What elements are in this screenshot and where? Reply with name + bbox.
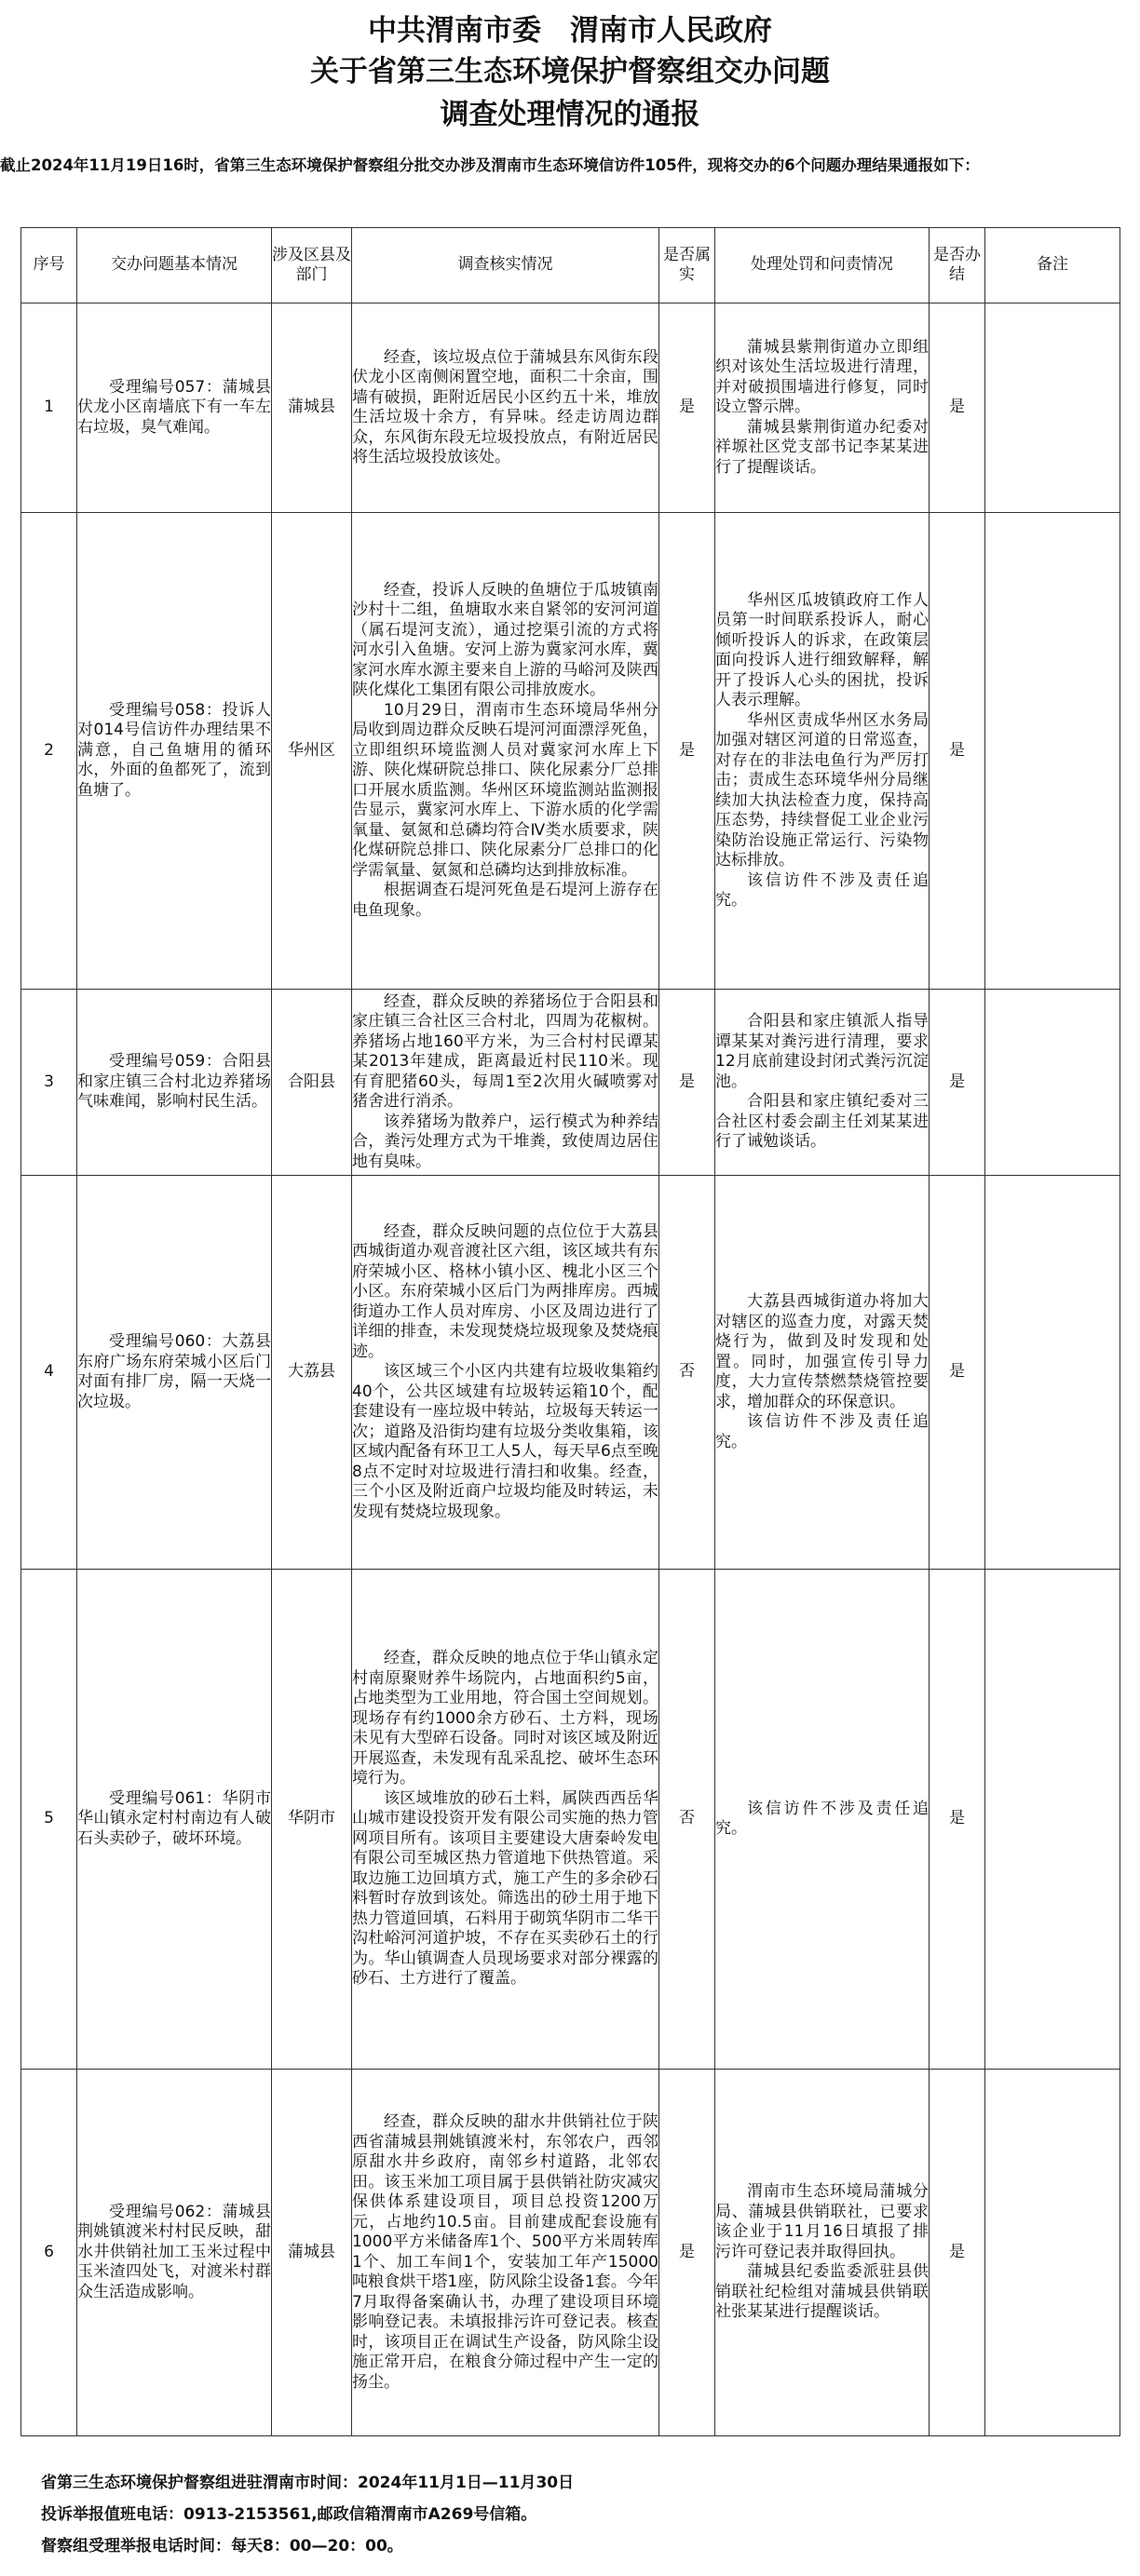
row-district: 蒲城县 xyxy=(272,2070,352,2436)
footer-hours: 督察组受理举报电话时间：每天8：00—20：00。 xyxy=(41,2537,403,2556)
handling-para: 该信访件不涉及责任追究。 xyxy=(715,1799,929,1838)
row-done: 是 xyxy=(930,513,985,990)
investigation-para: 经查，该垃圾点位于蒲城县东风街东段伏龙小区南侧闲置空地，面积二十余亩，围墙有破损，距附近居民小区约五十米，堆放生活垃圾十余方，有异味。经走访周边群众，东风街东段无垃圾投放点，有附近居民将生活垃圾投放该处。 xyxy=(352,347,658,466)
issues-table xyxy=(20,227,1120,2436)
row-issue: 受理编号060：大荔县东府广场东府荣城小区后门对面有排厂房，隔一天烧一次垃圾。 xyxy=(77,1176,272,1570)
header-investigation: 调查核实情况 xyxy=(352,228,659,303)
table-row xyxy=(21,303,1120,513)
header-district: 涉及区县及部门 xyxy=(272,228,352,303)
footer-hotline: 投诉举报值班电话：0913-2153561,邮政信箱渭南市A269号信箱。 xyxy=(41,2505,537,2524)
row-remark xyxy=(985,2070,1120,2436)
handling-para: 华州区瓜坡镇政府工作人员第一时间联系投诉人，耐心倾听投诉人的诉求，在政策层面向投诉人进行细致解释，解开了投诉人心头的困扰，投诉人表示理解。 xyxy=(715,590,929,709)
header-true: 是否属实 xyxy=(659,228,715,303)
row-done: 是 xyxy=(930,1176,985,1570)
handling-para: 蒲城县紫荆街道办纪委对祥塬社区党支部书记李某某进行了提醒谈话。 xyxy=(715,417,929,477)
investigation-para: 经查，群众反映的甜水井供销社位于陕西省蒲城县荆姚镇渡米村，东邻农户，西邻原甜水井乡政府，南邻乡村道路，北邻农田。该玉米加工项目属于县供销社防灾减灾保供体系建设项目，项目总投资1200万元，占地约10.5亩。目前建成配套设施有1000平方米储备库1个、500平方米周转库1个、加工车间1个，安装加工年产15000吨粮食烘干塔1座，防风除尘设备1套。今年7月取得备案确认书，办理了建设项目环境影响登记表。未填报排污许可登记表。核查时，该项目正在调试生产设备，防风除尘设施正常开启，在粮食分筛过程中产生一定的扬尘。 xyxy=(352,2112,658,2392)
row-true: 否 xyxy=(659,1176,715,1570)
table-row xyxy=(21,2070,1120,2436)
row-true: 否 xyxy=(659,1570,715,2070)
row-handling xyxy=(715,1176,930,1570)
row-true: 是 xyxy=(659,990,715,1176)
row-remark xyxy=(985,990,1120,1176)
handling-para: 华州区责成华州区水务局加强对辖区河道的日常巡查，对存在的非法电鱼行为严厉打击；责成生态环境华州分局继续加大执法检查力度，保持高压态势，持续督促工业企业污染防治设施正常运行、污染物达标排放。 xyxy=(715,710,929,870)
row-num: 4 xyxy=(21,1176,77,1570)
row-num: 5 xyxy=(21,1570,77,2070)
row-done: 是 xyxy=(930,1570,985,2070)
row-investigation xyxy=(352,303,659,513)
row-investigation xyxy=(352,513,659,990)
row-investigation xyxy=(352,990,659,1176)
handling-para: 合阳县和家庄镇派人指导谭某某对粪污进行清理，要求12月底前建设封闭式粪污沉淀池。 xyxy=(715,1012,929,1091)
investigation-para: 经查，投诉人反映的鱼塘位于瓜坡镇南沙村十二组，鱼塘取水来自紧邻的安河河道（属石堤河支流），通过挖渠引流的方式将河水引入鱼塘。安河上游为冀家河水库，冀家河水库水源主要来自上游的马峪河及陕西陕化煤化工集团有限公司排放废水。 xyxy=(352,580,658,700)
investigation-para: 经查，群众反映问题的点位位于大荔县西城街道办观音渡社区六组，该区域共有东府荣城小区、格林小镇小区、槐北小区三个小区。东府荣城小区后门为两排库房。西城街道办工作人员对库房、小区及周边进行了详细的排查，未发现焚烧垃圾现象及焚烧痕迹。 xyxy=(352,1221,658,1361)
handling-para: 合阳县和家庄镇纪委对三合社区村委会副主任刘某某进行了诫勉谈话。 xyxy=(715,1092,929,1152)
table-row xyxy=(21,1570,1120,2070)
handling-para: 该信访件不涉及责任追究。 xyxy=(715,1412,929,1451)
row-handling xyxy=(715,2070,930,2436)
row-done: 是 xyxy=(930,303,985,513)
row-district: 大荔县 xyxy=(272,1176,352,1570)
row-true: 是 xyxy=(659,303,715,513)
header-handling: 处理处罚和问责情况 xyxy=(715,228,930,303)
row-done: 是 xyxy=(930,2070,985,2436)
intro-text: 截止2024年11月19日16时，省第三生态环境保护督察组分批交办涉及渭南市生态环境信访件105件，现将交办的6个问题办理结果通报如下： xyxy=(0,156,980,174)
row-true: 是 xyxy=(659,2070,715,2436)
header-num: 序号 xyxy=(21,228,77,303)
investigation-para: 根据调查石堤河死鱼是石堤河上游存在电鱼现象。 xyxy=(352,881,658,920)
row-num: 6 xyxy=(21,2070,77,2436)
table-row xyxy=(21,1176,1120,1570)
header-done: 是否办结 xyxy=(930,228,985,303)
row-issue: 受理编号058：投诉人对014号信访件办理结果不满意，自己鱼塘用的循环水，外面的鱼都死了，流到鱼塘了。 xyxy=(77,513,272,990)
footer-inspection-period: 省第三生态环境保护督察组进驻渭南市时间：2024年11月1日—11月30日 xyxy=(41,2474,575,2492)
row-num: 3 xyxy=(21,990,77,1176)
row-num: 2 xyxy=(21,513,77,990)
row-handling xyxy=(715,990,930,1176)
handling-para: 渭南市生态环境局蒲城分局、蒲城县供销联社，已要求该企业于11月16日填报了排污许可登记表并取得回执。 xyxy=(715,2182,929,2261)
row-district: 华州区 xyxy=(272,513,352,990)
document-title-line3: 调查处理情况的通报 xyxy=(440,98,700,131)
document-title-line1: 中共渭南市委 渭南市人民政府 xyxy=(368,14,772,47)
header-remark: 备注 xyxy=(985,228,1120,303)
row-district: 蒲城县 xyxy=(272,303,352,513)
handling-para: 该信访件不涉及责任追究。 xyxy=(715,870,929,910)
investigation-para: 经查，群众反映的地点位于华山镇永定村南原聚财养牛场院内，占地面积约5亩，占地类型为工业用地，符合国土空间规划。现场存有约1000余方砂石、土方料，现场未见有大型碎石设备。同时对该区域及附近开展巡查，未发现有乱采乱挖、破坏生态环境行为。 xyxy=(352,1649,658,1788)
row-issue: 受理编号061：华阴市华山镇永定村村南边有人破石头卖砂子，破坏环境。 xyxy=(77,1570,272,2070)
row-done: 是 xyxy=(930,990,985,1176)
row-investigation xyxy=(352,1570,659,2070)
investigation-para: 该区域三个小区内共建有垃圾收集箱约40个，公共区域建有垃圾转运箱10个，配套建设有一座垃圾中转站，垃圾每天转运一次；道路及沿街均建有垃圾分类收集箱，该区域内配备有环卫工人5人，每天早6点至晚8点不定时对垃圾进行清扫和收集。经查，三个小区及附近商户垃圾均能及时转运，未发现有焚烧垃圾现象。 xyxy=(352,1362,658,1521)
table-row xyxy=(21,990,1120,1176)
table-header-row xyxy=(21,228,1120,303)
handling-para: 大荔县西城街道办将加大对辖区的巡查力度，对露天焚烧行为，做到及时发现和处置。同时，加强宣传引导力度，大力宣传禁燃禁烧管控要求，增加群众的环保意识。 xyxy=(715,1292,929,1411)
row-district: 华阴市 xyxy=(272,1570,352,2070)
row-district: 合阳县 xyxy=(272,990,352,1176)
investigation-para: 该养猪场为散养户，运行模式为种养结合，粪污处理方式为干堆粪，致使周边居住地有臭味。 xyxy=(352,1112,658,1171)
row-handling xyxy=(715,513,930,990)
row-remark xyxy=(985,303,1120,513)
row-true: 是 xyxy=(659,513,715,990)
row-remark xyxy=(985,1570,1120,2070)
document-title-line2: 关于省第三生态环境保护督察组交办问题 xyxy=(310,55,830,88)
row-issue: 受理编号059：合阳县和家庄镇三合村北边养猪场气味难闻，影响村民生活。 xyxy=(77,990,272,1176)
row-investigation xyxy=(352,2070,659,2436)
row-issue: 受理编号062：蒲城县荆姚镇渡米村村民反映，甜水井供销社加工玉米过程中玉米渣四处飞，对渡米村群众生活造成影响。 xyxy=(77,2070,272,2436)
table-row xyxy=(21,513,1120,990)
row-remark xyxy=(985,1176,1120,1570)
row-issue: 受理编号057：蒲城县伏龙小区南墙底下有一车左右垃圾，臭气难闻。 xyxy=(77,303,272,513)
intro-paragraph xyxy=(0,149,1140,182)
investigation-para: 该区域堆放的砂石土料，属陕西西岳华山城市建设投资开发有限公司实施的热力管网项目所有。该项目主要建设大唐秦岭发电有限公司至城区热力管道地下供热管道。采取边施工边回填方式，施工产生的多余砂石料暂时存放到该处。筛选出的砂土用于地下热力管道回填，石料用于砌筑华阴市二华干沟杜峪河河道护坡，不存在买卖砂石土的行为。华山镇调查人员现场要求对部分裸露的砂石、土方进行了覆盖。 xyxy=(352,1788,658,1989)
row-remark xyxy=(985,513,1120,990)
row-num: 1 xyxy=(21,303,77,513)
investigation-para: 经查，群众反映的养猪场位于合阳县和家庄镇三合社区三合村北，四周为花椒树。养猪场占地160平方米，为三合村村民谭某某2013年建成，距离最近村民110米。现有育肥猪60头，每周1至2次用火碱喷雾对猪舍进行消杀。 xyxy=(352,991,658,1112)
investigation-para: 10月29日，渭南市生态环境局华州分局收到周边群众反映石堤河河面漂浮死鱼，立即组织环境监测人员对冀家河水库上下游、陕化煤研院总排口、陕化尿素分厂总排口开展水质监测。华州区环境监测站监测报告显示，冀家河水库上、下游水质的化学需氧量、氨氮和总磷均符合Ⅳ类水质要求，陕化煤研院总排口、陕化尿素分厂总排口的化学需氧量、氨氮和总磷均达到排放标准。 xyxy=(352,700,658,880)
handling-para: 蒲城县纪委监委派驻县供销联社纪检组对蒲城县供销联社张某某进行提醒谈话。 xyxy=(715,2262,929,2322)
row-investigation xyxy=(352,1176,659,1570)
header-issue: 交办问题基本情况 xyxy=(77,228,272,303)
handling-para: 蒲城县紫荆街道办立即组织对该处生活垃圾进行清理，并对破损围墙进行修复，同时设立警示牌。 xyxy=(715,337,929,417)
row-handling xyxy=(715,1570,930,2070)
row-handling xyxy=(715,303,930,513)
